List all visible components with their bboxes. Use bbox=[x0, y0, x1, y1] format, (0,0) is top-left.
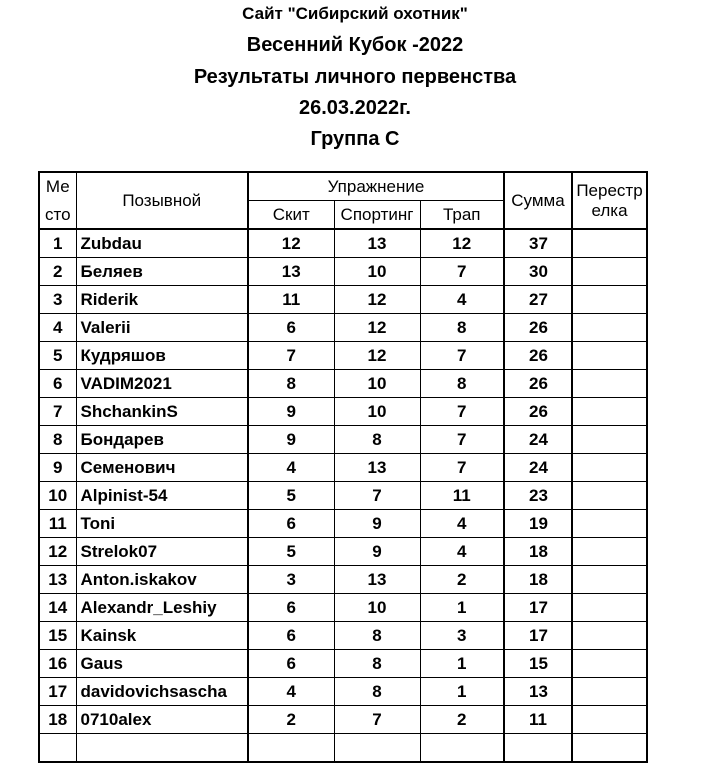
result-sporting: 9 bbox=[334, 510, 420, 538]
result-shootoff bbox=[572, 229, 647, 258]
col-skeet-header: Скит bbox=[248, 201, 334, 230]
result-trap: 4 bbox=[420, 286, 504, 314]
result-place: 16 bbox=[39, 650, 76, 678]
table-row bbox=[39, 538, 647, 566]
result-skeet: 13 bbox=[248, 258, 334, 286]
result-callsign: Riderik bbox=[76, 286, 248, 314]
cup-title: Весенний Кубок -2022 bbox=[246, 34, 464, 56]
result-trap: 8 bbox=[420, 314, 504, 342]
table-row bbox=[39, 650, 647, 678]
result-callsign: Кудряшов bbox=[76, 342, 248, 370]
result-place: 10 bbox=[39, 482, 76, 510]
result-sum: 11 bbox=[504, 706, 572, 734]
result-place: 13 bbox=[39, 566, 76, 594]
result-shootoff bbox=[572, 706, 647, 734]
result-callsign: Семенович bbox=[76, 454, 248, 482]
result-place: 12 bbox=[39, 538, 76, 566]
group-label: Группа С bbox=[310, 128, 400, 150]
result-place: 7 bbox=[39, 398, 76, 426]
table-row bbox=[39, 370, 647, 398]
result-skeet: 8 bbox=[248, 370, 334, 398]
result-sum: 13 bbox=[504, 678, 572, 706]
result-trap: 4 bbox=[420, 538, 504, 566]
empty-cell bbox=[420, 734, 504, 763]
header-row-top bbox=[39, 172, 647, 201]
result-sporting: 12 bbox=[334, 314, 420, 342]
result-shootoff bbox=[572, 286, 647, 314]
result-shootoff bbox=[572, 258, 647, 286]
result-callsign: VADIM2021 bbox=[76, 370, 248, 398]
result-sporting: 7 bbox=[334, 706, 420, 734]
result-callsign: Alpinist-54 bbox=[76, 482, 248, 510]
result-sporting: 8 bbox=[334, 622, 420, 650]
result-skeet: 4 bbox=[248, 454, 334, 482]
result-shootoff bbox=[572, 622, 647, 650]
result-sum: 15 bbox=[504, 650, 572, 678]
result-callsign: Strelok07 bbox=[76, 538, 248, 566]
result-skeet: 6 bbox=[248, 650, 334, 678]
result-trap: 8 bbox=[420, 370, 504, 398]
result-place: 5 bbox=[39, 342, 76, 370]
result-sporting: 10 bbox=[334, 370, 420, 398]
result-sum: 23 bbox=[504, 482, 572, 510]
result-shootoff bbox=[572, 426, 647, 454]
result-callsign: 0710alex bbox=[76, 706, 248, 734]
result-sum: 18 bbox=[504, 566, 572, 594]
result-sum: 27 bbox=[504, 286, 572, 314]
result-trap: 12 bbox=[420, 229, 504, 258]
empty-cell bbox=[39, 734, 76, 763]
result-trap: 7 bbox=[420, 342, 504, 370]
result-sum: 24 bbox=[504, 426, 572, 454]
col-trap-header: Трап bbox=[420, 201, 504, 230]
table-row bbox=[39, 622, 647, 650]
table-row bbox=[39, 229, 647, 258]
result-callsign: Toni bbox=[76, 510, 248, 538]
result-place: 15 bbox=[39, 622, 76, 650]
result-skeet: 5 bbox=[248, 538, 334, 566]
result-sum: 24 bbox=[504, 454, 572, 482]
empty-cell bbox=[572, 734, 647, 763]
result-sum: 17 bbox=[504, 622, 572, 650]
result-skeet: 6 bbox=[248, 314, 334, 342]
result-sporting: 12 bbox=[334, 286, 420, 314]
result-sporting: 9 bbox=[334, 538, 420, 566]
result-trap: 7 bbox=[420, 426, 504, 454]
table-row bbox=[39, 398, 647, 426]
result-sporting: 10 bbox=[334, 398, 420, 426]
result-place: 11 bbox=[39, 510, 76, 538]
result-sum: 26 bbox=[504, 398, 572, 426]
result-skeet: 5 bbox=[248, 482, 334, 510]
result-shootoff bbox=[572, 314, 647, 342]
empty-row bbox=[39, 734, 647, 763]
table-row bbox=[39, 454, 647, 482]
result-skeet: 6 bbox=[248, 594, 334, 622]
result-shootoff bbox=[572, 370, 647, 398]
result-skeet: 4 bbox=[248, 678, 334, 706]
result-callsign: Kainsk bbox=[76, 622, 248, 650]
site-title: Сайт "Сибирский охотник" bbox=[242, 4, 468, 23]
empty-cell bbox=[504, 734, 572, 763]
empty-cell bbox=[248, 734, 334, 763]
result-trap: 1 bbox=[420, 678, 504, 706]
result-place: 17 bbox=[39, 678, 76, 706]
result-shootoff bbox=[572, 398, 647, 426]
table-row bbox=[39, 426, 647, 454]
result-shootoff bbox=[572, 650, 647, 678]
result-sum: 26 bbox=[504, 314, 572, 342]
result-shootoff bbox=[572, 342, 647, 370]
result-trap: 1 bbox=[420, 650, 504, 678]
result-sum: 26 bbox=[504, 370, 572, 398]
result-sum: 18 bbox=[504, 538, 572, 566]
table-row bbox=[39, 510, 647, 538]
result-sporting: 8 bbox=[334, 426, 420, 454]
col-place-header-bottom: сто bbox=[39, 201, 76, 230]
result-trap: 7 bbox=[420, 258, 504, 286]
result-sporting: 13 bbox=[334, 454, 420, 482]
result-skeet: 6 bbox=[248, 622, 334, 650]
col-shootoff-header: Перестр елка bbox=[572, 172, 647, 229]
result-callsign: Бондарев bbox=[76, 426, 248, 454]
table-row bbox=[39, 594, 647, 622]
result-shootoff bbox=[572, 594, 647, 622]
result-sporting: 12 bbox=[334, 342, 420, 370]
table-row bbox=[39, 706, 647, 734]
result-trap: 2 bbox=[420, 706, 504, 734]
result-skeet: 12 bbox=[248, 229, 334, 258]
result-sporting: 13 bbox=[334, 229, 420, 258]
result-callsign: Valerii bbox=[76, 314, 248, 342]
result-callsign: Anton.iskakov bbox=[76, 566, 248, 594]
result-skeet: 9 bbox=[248, 398, 334, 426]
result-shootoff bbox=[572, 482, 647, 510]
result-trap: 1 bbox=[420, 594, 504, 622]
result-place: 3 bbox=[39, 286, 76, 314]
result-callsign: Беляев bbox=[76, 258, 248, 286]
result-place: 4 bbox=[39, 314, 76, 342]
result-place: 8 bbox=[39, 426, 76, 454]
result-shootoff bbox=[572, 566, 647, 594]
table-row bbox=[39, 482, 647, 510]
result-shootoff bbox=[572, 538, 647, 566]
result-shootoff bbox=[572, 678, 647, 706]
event-date: 26.03.2022г. bbox=[299, 97, 411, 119]
results-table bbox=[38, 171, 648, 763]
result-skeet: 3 bbox=[248, 566, 334, 594]
col-exercise-header: Упражнение bbox=[248, 172, 504, 201]
empty-cell bbox=[334, 734, 420, 763]
result-trap: 2 bbox=[420, 566, 504, 594]
result-skeet: 11 bbox=[248, 286, 334, 314]
col-sum-header: Сумма bbox=[504, 172, 572, 229]
result-sporting: 7 bbox=[334, 482, 420, 510]
result-sum: 26 bbox=[504, 342, 572, 370]
table-row bbox=[39, 342, 647, 370]
result-callsign: Gaus bbox=[76, 650, 248, 678]
results-subtitle: Результаты личного первенства bbox=[193, 66, 517, 88]
result-skeet: 9 bbox=[248, 426, 334, 454]
result-sporting: 8 bbox=[334, 650, 420, 678]
result-skeet: 7 bbox=[248, 342, 334, 370]
result-callsign: Zubdau bbox=[76, 229, 248, 258]
table-row bbox=[39, 286, 647, 314]
table-row bbox=[39, 314, 647, 342]
result-place: 9 bbox=[39, 454, 76, 482]
table-row bbox=[39, 678, 647, 706]
result-sporting: 13 bbox=[334, 566, 420, 594]
result-sum: 19 bbox=[504, 510, 572, 538]
result-callsign: davidovichsascha bbox=[76, 678, 248, 706]
result-shootoff bbox=[572, 454, 647, 482]
col-sporting-header: Спортинг bbox=[334, 201, 420, 230]
col-callsign-header: Позывной bbox=[76, 172, 248, 229]
result-sporting: 10 bbox=[334, 594, 420, 622]
result-place: 18 bbox=[39, 706, 76, 734]
result-trap: 7 bbox=[420, 454, 504, 482]
result-skeet: 6 bbox=[248, 510, 334, 538]
result-sporting: 10 bbox=[334, 258, 420, 286]
table-row bbox=[39, 258, 647, 286]
result-trap: 7 bbox=[420, 398, 504, 426]
result-trap: 4 bbox=[420, 510, 504, 538]
result-sum: 30 bbox=[504, 258, 572, 286]
empty-cell bbox=[76, 734, 248, 763]
result-sporting: 8 bbox=[334, 678, 420, 706]
result-shootoff bbox=[572, 510, 647, 538]
result-sum: 17 bbox=[504, 594, 572, 622]
result-callsign: ShchankinS bbox=[76, 398, 248, 426]
result-place: 14 bbox=[39, 594, 76, 622]
result-skeet: 2 bbox=[248, 706, 334, 734]
col-place-header: Ме bbox=[39, 172, 76, 201]
result-place: 6 bbox=[39, 370, 76, 398]
result-place: 2 bbox=[39, 258, 76, 286]
result-callsign: Alexandr_Leshiy bbox=[76, 594, 248, 622]
result-sum: 37 bbox=[504, 229, 572, 258]
result-place: 1 bbox=[39, 229, 76, 258]
table-row bbox=[39, 566, 647, 594]
result-trap: 11 bbox=[420, 482, 504, 510]
result-trap: 3 bbox=[420, 622, 504, 650]
